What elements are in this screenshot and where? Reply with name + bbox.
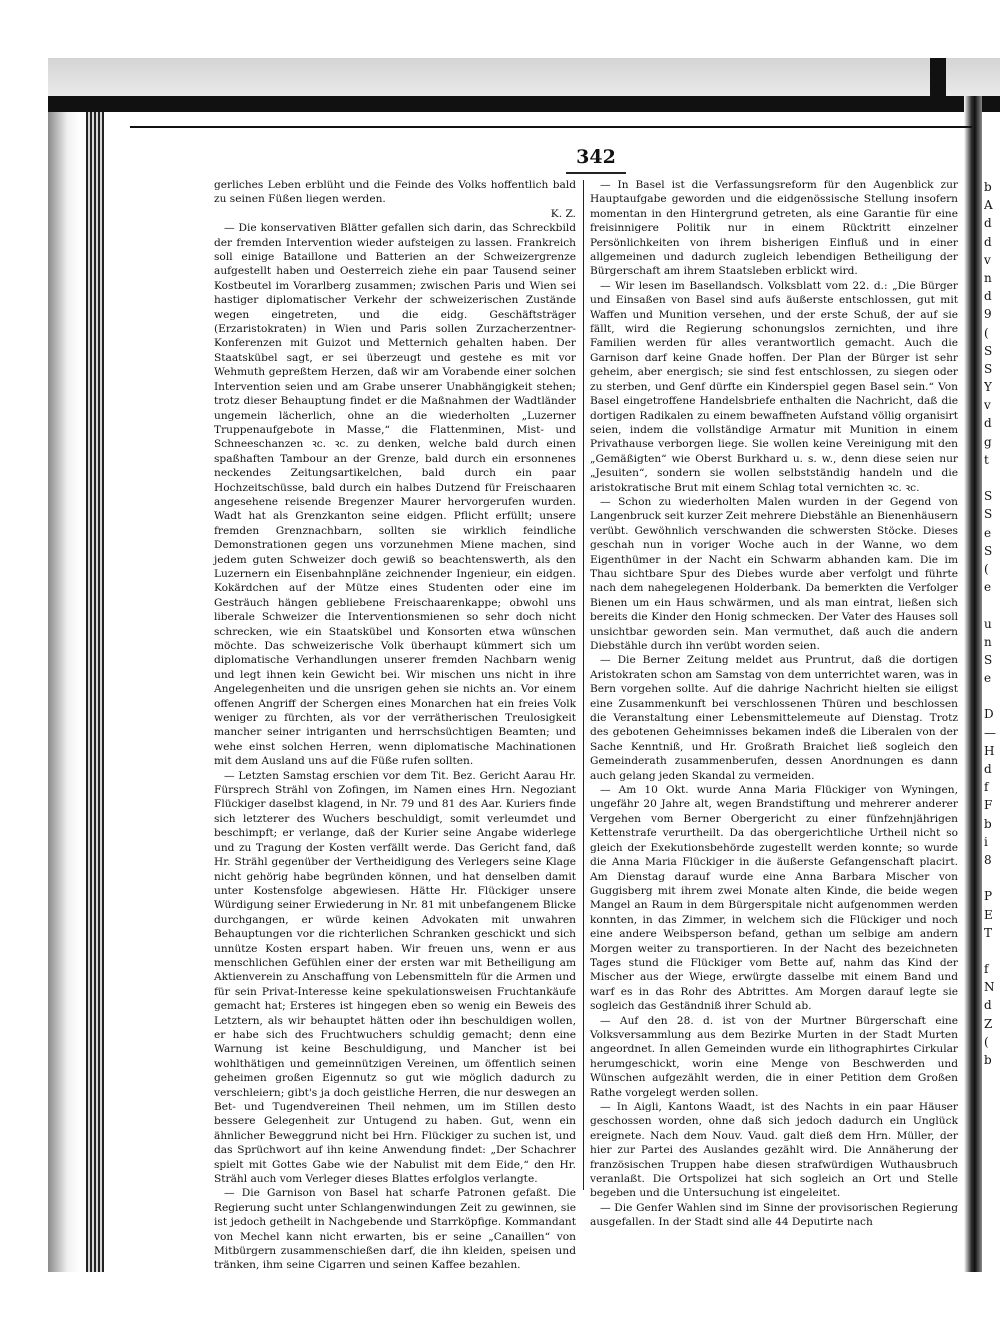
article-paragraph: — Am 10 Okt. wurde Anna Maria Flückiger von Wyningen, ungefähr 20 Jahre alt, wegen Brandstiftung und mehrerer anderer Vergehen vom Berner Obergericht zu einer fünfzehnjährigen Kettenstrafe verurtheilt. Da das obergerichtliche Urtheil nicht so gleich der Exekutionsbehörde zugestellt werden konnte; so wurde die Anna Maria Flückiger in die äußerste Gefangenschaft placirt. Am Dienstag darauf wurde eine Anna Barbara Mischer von Guggisberg mit ihrem zwei Monate alten Kinde, die beide wegen Mangel an Raum in dem Bürgerspitale nicht aufgenommen werden konnten, in das Zimmer, in welchem sich die Flückiger und noch eine andere Weibsperson befand, gethan um selbige am andern Morgen weiter zu transportieren. In der Nacht des bezeichneten Tages stund die Flückiger vom Bette auf, nahm das Kind der Mischer aus der Wiege, erwürgte dasselbe mit einem Band und warf es in das Rohr des Abtrittes. Am Morgen darauf legte sie sogleich das Geständniß ihrer Schuld ab. <box>590 784 958 1013</box>
next-page-edge-letters <box>984 178 1000 1069</box>
article-paragraph: — In Basel ist die Verfassungsreform für den Augenblick zur Hauptaufgabe geworden und die eidgenössische Stellung insofern momentan in den Hintergrund getreten, als eine Garantie für eine freisinnigere Politik nur in einem Rücktritt einzelner Persönlichkeiten von ihrem bisherigen Einfluß und in einer allgemeinen und dadurch zugleich lebendigen Betheiligung der Bürgerschaft am ihrem Staatsleben erblickt wird. <box>590 179 958 278</box>
edge-letter: b <box>984 1053 992 1067</box>
edge-letter: b <box>984 180 992 194</box>
edge-letter: e <box>984 525 992 540</box>
edge-letter <box>984 596 1000 614</box>
edge-letter: ( <box>984 325 989 340</box>
edge-letter: S <box>984 489 993 504</box>
right-column <box>590 178 958 1230</box>
edge-letter: E <box>984 907 993 922</box>
edge-letter: D <box>984 707 994 722</box>
edge-letter: f <box>984 962 989 977</box>
edge-letter: S <box>984 507 993 522</box>
edge-letter: d <box>984 762 992 776</box>
edge-letter: N <box>984 980 995 995</box>
next-page-edge <box>930 58 946 112</box>
article-paragraph: — In Aigli, Kantons Waadt, ist des Nachts in ein paar Häuser geschossen worden, ohne daß sich jedoch dadurch ein Unglück ereignete. Nach dem Nouv. Vaud. galt dieß dem Hrn. Müller, der hier zur Partei des Auslandes gezählt wird. Die Annäherung der französischen Truppen habe diesen strafwürdigen Wuthausbruch veranlaßt. Die Ortspolizei hat sich sogleich an Ort und Stelle begeben und die Untersuchung ist eingeleitet. <box>590 1101 958 1200</box>
edge-letter <box>984 469 1000 487</box>
article-paragraph: — Auf den 28. d. ist von der Murtner Bürgerschaft eine Volksversammlung aus dem Bezirke Murten in der Stadt Murten angeordnet. In allen Gemeinden wurde ein lithographirtes Cirkular herumgeschickt, worin eine Menge von Beschwerden und Wünschen aufgezählt werden, die in einer Petition dem Großen Rathe vorgelegt werden sollen. <box>590 1014 958 1099</box>
scan-top-shadow <box>48 58 1000 100</box>
edge-letter: H <box>984 743 995 758</box>
scan-left-shadow <box>48 112 80 1272</box>
edge-letter: d <box>984 416 992 431</box>
edge-letter: 8 <box>984 852 992 867</box>
edge-letter: S <box>984 343 993 358</box>
article-paragraph: — Die Berner Zeitung meldet aus Pruntrut, daß die dortigen Aristokraten schon am Samstag von dem unterrichtet waren, was in Bern vorgehen sollte. Auf die dahrige Nachricht hielten sie eiligst eine Zusammenkunft bei verschlossenen Thüren und beschlossen die Veranstaltung einer Lebensmittelemeute auf Dienstag. Trotz des gebotenen Geheimnisses bekamen indeß die Liberalen von der Sache Kenntniß, und Hr. Großrath Braichet ließ sogleich den Gemeinderath zusammenberufen, dessen Anordnungen es dann auch gelang jeden Skandal zu vermeiden. <box>590 654 958 782</box>
edge-letter: ( <box>984 1034 989 1049</box>
edge-letter: e <box>984 671 992 686</box>
edge-letter: d <box>984 998 992 1013</box>
edge-letter: t <box>984 452 989 467</box>
page-top-edge <box>48 96 1000 112</box>
edge-letter: T <box>984 925 993 940</box>
edge-letter: P <box>984 889 993 904</box>
article-paragraph: — Die Garnison von Basel hat scharfe Patronen gefaßt. Die Regierung sucht unter Schlangenwindungen Zeit zu gewinnen, sie ist jedoch getheilt in Nachgebende und Starrköpfige. Kommandant von Mechel kann nicht erwarten, bis er seine „Canaillen“ von Mitbürgern zusammenschießen darf, die ihn kleiden, speisen und tränken, ihm seine Cigarren und seinen Kaffee bezahlen. <box>214 1187 576 1272</box>
page-number: 342 <box>576 146 616 168</box>
edge-letter: v <box>984 252 991 267</box>
book-page-edges <box>86 112 104 1272</box>
edge-letter: i <box>984 834 988 849</box>
article-paragraph: — Letzten Samstag erschien vor dem Tit. Bez. Gericht Aarau Hr. Fürsprech Strähl von Zofingen, im Namen eines Hrn. Negoziant Flückiger daselbst klagend, in Nr. 79 und 81 des Aar. Kuriers finde sich letzterer des Wuchers beschuldigt, somit verleumdet und beschimpft; er verlange, daß der Kurier seine Angabe widerlege und zu Tragung der Kosten verfällt werde. Das Gericht fand, daß Hr. Strähl gegenüber der Vertheidigung des Verlegers seine Klage nicht gehörig habe begründen können, und hat denselben damit unter Kostensfolge abgewiesen. Hätte Hr. Flückiger unsere Würdigung seiner Erwiederung in Nr. 81 mit unbefangenem Blicke durchgangen, er würde keinen Advokaten mit unwahren Behauptungen vor die richterlichen Schranken geschickt und sich unnütze Kosten erspart haben. Wir freuen uns, wenn er aus menschlichen Gefühlen einer der ersten war mit Betheiligung am Aktienverein zu Anschaffung von Lebensmitteln für die Armen und für sein Privat-Interesse keine spekulationsweisen Fruchtankäufe gemacht hat; Ersteres ist hingegen eben so wenig ein Beweis des Letztern, als wir behauptet hätten oder ihn beschuldigen wollen, er habe sich des Fruchtwuchers schuldig gemacht; denn eine Warnung ist keine Beschuldigung, und Mancher ist bei wohlthätigen und gemeinnützigen Vereinen, um öffentlich seinen geheimen großen Eigennutz so gut wie möglich dadurch zu verschleiern; gibt's ja doch geistliche Herren, die nur deswegen an Bet- und Tugendvereinen Theil nehmen, um im Stillen desto bessere Gelegenheit zur Untugend zu haben. Gut, wenn ein ähnlicher Beweggrund nicht bei Hrn. Flückiger zu suchen ist, und das Sprüchwort auf ihn keine Anwendung findet: „Der Schachrer spielt mit Gottes Gabe wie der Nabulist mit dem Eide,“ den Hr. Strähl auch vom Verleger dieses Blattes erfolglos verlangte. <box>214 769 576 1186</box>
article-paragraph: gerliches Leben erblüht und die Feinde des Volks hoffentlich bald zu seinen Füßen liegen werden. <box>214 179 576 206</box>
page-number-underline <box>566 172 626 174</box>
left-column <box>214 178 576 1273</box>
edge-letter: b <box>984 816 992 831</box>
header-rule <box>130 126 972 128</box>
article-signature: K. Z. <box>550 207 576 220</box>
edge-letter: S <box>984 652 993 667</box>
edge-letter: e <box>984 580 992 595</box>
edge-letter: A <box>984 198 993 213</box>
edge-letter: v <box>984 398 991 413</box>
edge-letter: g <box>984 434 992 449</box>
edge-letter: n <box>984 634 992 649</box>
edge-letter: S <box>984 543 993 558</box>
article-paragraph: — Die konservativen Blätter gefallen sich darin, das Schreckbild der fremden Intervention wieder aufsteigen zu lassen. Frankreich soll einige Bataillone und Batterien an der Schweizergrenze aufgestellt haben und Oesterreich ziehe ein paar Tausend seiner Kostbeutel im Vorarlberg zusammen; zwischen Paris und Wien sei hastiger diplomatischer Verkehr der schweizerischen Zustände wegen eingetreten, und die eidg. Geschäftsträger (Erzaristokraten) in Wien und Paris sollen Zurzacherzentner-Konferenzen mit Guizot und Metternich gehalten haben. Der Staatskübel sagt, er sei überzeugt und gestehe es mit vor Wehmuth gepreßtem Herzen, daß wir am Vorabende einer solchen Intervention seien und am Grabe unserer Unabhängigkeit stehen; trotz dieser Behauptung findet er die Maßnahmen der Wadtländer ungemein lächerlich, ohne an die wiederholten „Luzerner Truppenaufgebote in Masse,“ die Flattenminen, Mist- und Schneeschanzen ꝛc. ꝛc. zu denken, welche bald durch einen spaßhaften Tambour an der Grenze, bald durch ein ersonnenes neckendes Zeitungsartikelchen, bald durch ein paar Hochzeitschüsse, bald durch ein halbes Dutzend für Freischaaren angesehene reisende Bregenzer Maurer hervorgerufen wurden. Wadt hat als Grenzkanton seine eidgen. Pflicht erfüllt; unsere fremden Grenznachbarn, sollten sie wirklich feindliche Demonstrationen gegen uns vorzunehmen Miene machen, sind jedem guten Schweizer doch gewiß so beachtenswerth, als den Luzernern ein Eisenbahnpläne zeichnender Ingenieur, ein eidgen. Kokärdchen auf der Mütze eines Studenten oder eine im Gesträuch hängen gebliebene Freischaarenkappe; obwohl uns liberale Schweizer die Interventionsmienen so sehr doch nicht schrecken, wie ein Staatskübel und Konsorten etwa wünschen möchte. Das schweizerische Volk überhaupt kümmert sich um diplomatische Verhandlungen unserer fremden Nachbarn wenig und legt ihnen kein Gewicht bei. Wir mischen uns nicht in ihre Angelegenheiten und die unsrigen gehen sie nichts an. Vor einem offenen Angriff der Schergen eines Monarchen hat ein freies Volk weniger zu fürchten, als vor der verrätherischen Treulosigkeit mancher seiner intriganten und herrschsüchtigen Beamten; und wehe einst solchen Herren, wenn diplomatische Machinationen mit dem Ausland uns auf die Füße rufen sollten. <box>214 222 576 768</box>
edge-letter: F <box>984 798 993 813</box>
edge-letter: 9 <box>984 307 992 322</box>
edge-letter: d <box>984 289 992 304</box>
edge-letter <box>984 687 1000 705</box>
edge-letter: Y <box>984 380 992 395</box>
article-paragraph: — Die Genfer Wahlen sind im Sinne der provisorischen Regierung ausgefallen. In der Stadt sind alle 44 Deputirte nach <box>590 1201 958 1229</box>
edge-letter <box>984 942 1000 960</box>
edge-letter: Z <box>984 1016 993 1031</box>
edge-letter: f <box>984 780 989 795</box>
edge-letter: d <box>984 234 992 249</box>
edge-letter: — <box>984 725 996 740</box>
edge-letter: n <box>984 270 992 285</box>
article-paragraph: — Schon zu wiederholten Malen wurden in der Gegend von Langenbruck seit kurzer Zeit mehrere Diebstähle an Bienenhäusern verübt. Gewöhnlich verschwanden die schwersten Stöcke. Dieses geschah nun in voriger Woche auch in der Wanne, wo dem Eigenthümer in der Nacht ein Schwarm abhanden kam. Die im Thau sichtbare Spur des Diebes wurde aber verfolgt und führte nach dem nahegelegenen Holderbank. Da bemerkten die Verfolger Bienen um ein Haus schwärmen, und als man eintrat, ließen sich bereits die Kinder den Honig schmecken. Der Vater des Hauses soll unsichtbar geworden sein. Man vermuthet, daß auch die andern Diebstähle durch ihn verübt worden seien. <box>590 495 958 652</box>
article-paragraph: — Wir lesen im Basellandsch. Volksblatt vom 22. d.: „Die Bürger und Einsaßen von Basel sind aufs äußerste entschlossen, gut mit Waffen und Munition versehen, und der erste Schuß, der auf sie fällt, wird die Regierung schonungslos zernichten, und ihre Familien werden für alles verantwortlich gemacht. Auch die Garnison darf keine Gnade hoffen. Der Plan der Bürger ist sehr geheim, aber energisch; sie sind fest entschlossen, zu siegen oder zu sterben, und Genf dürfte ein Kinderspiel gegen Basel sein.“ Von Basel eingetroffene Handelsbriefe enthalten die Nachricht, daß die dortigen Radikalen zu einem bewaffneten Aufstand völlig organisirt seien, indem die vollständige Armatur mit Munition in einem Privathause verborgen liege. Sie wollen keine Vereinigung mit den „Gemäßigten“ wie Oberst Burkhard u. s. w., denn diese seien nur „Jesuiten“, sondern sie wollen selbstständig handeln und die aristokratische Brut mit einem Schlag total vernichten ꝛc. ꝛc. <box>590 279 958 494</box>
edge-letter: d <box>984 216 992 231</box>
edge-letter: u <box>984 616 992 631</box>
column-divider <box>583 180 584 1190</box>
edge-letter: S <box>984 361 993 376</box>
book-spine-gutter <box>964 96 982 1272</box>
edge-letter <box>984 869 1000 887</box>
edge-letter: ( <box>984 561 989 576</box>
